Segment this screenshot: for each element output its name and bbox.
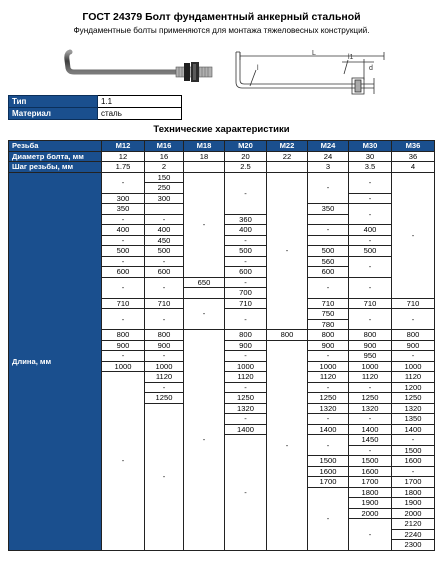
length-cell: 1120	[349, 372, 392, 383]
length-cell: -	[392, 309, 435, 330]
length-cell: 1450	[349, 435, 392, 446]
length-cell: -	[267, 172, 308, 330]
length-cell: 1400	[392, 424, 435, 435]
length-cell: 710	[145, 298, 184, 309]
length-cell: 1120	[145, 372, 184, 383]
length-cell: -	[102, 214, 145, 225]
length-cell: 1000	[392, 361, 435, 372]
length-cell: 300	[145, 193, 184, 204]
length-cell: 800	[145, 330, 184, 341]
length-cell: -	[349, 193, 392, 204]
length-cell: 650	[184, 277, 225, 288]
length-cell: 710	[349, 298, 392, 309]
length-cell: 1500	[392, 445, 435, 456]
length-cell: 800	[349, 330, 392, 341]
length-cell: 900	[308, 340, 349, 351]
length-cell: 1250	[225, 393, 267, 404]
length-cell: 710	[225, 298, 267, 309]
length-cell: -	[308, 487, 349, 550]
diameter-cell: 16	[145, 151, 184, 162]
pitch-cell: 2	[145, 162, 184, 173]
length-cell	[308, 235, 349, 246]
pitch-cell: 1.75	[102, 162, 145, 173]
length-cell: 600	[225, 267, 267, 278]
length-cell: -	[308, 277, 349, 298]
column-header: M16	[145, 141, 184, 152]
length-cell: 1600	[392, 456, 435, 467]
length-cell	[308, 214, 349, 225]
length-cell: 1900	[392, 498, 435, 509]
length-cell: 900	[145, 340, 184, 351]
length-cell: 1000	[102, 361, 145, 372]
length-cell: 750	[308, 309, 349, 320]
length-cell: 1120	[225, 372, 267, 383]
table-row	[9, 141, 435, 152]
length-cell: 350	[102, 204, 145, 215]
length-cell: -	[145, 277, 184, 298]
length-cell: -	[267, 340, 308, 550]
length-cell: -	[225, 256, 267, 267]
column-header: M22	[267, 141, 308, 152]
pitch-cell: 2.5	[225, 162, 267, 173]
length-cell: 1000	[145, 361, 184, 372]
dim-l1: l1	[348, 54, 354, 61]
length-cell: 800	[267, 330, 308, 341]
length-cell: -	[145, 309, 184, 330]
length-cell: -	[225, 309, 267, 330]
column-header: M18	[184, 141, 225, 152]
property-label: Материал	[9, 108, 98, 120]
page-subtitle: Фундаментные болты применяются для монтажа тяжеловесных конструкций.	[73, 26, 370, 35]
column-header: M30	[349, 141, 392, 152]
length-cell: 1000	[349, 361, 392, 372]
length-cell: -	[392, 172, 435, 298]
bolt-drawing	[224, 48, 404, 96]
length-cell: -	[145, 351, 184, 362]
length-cell: -	[225, 235, 267, 246]
length-cell: -	[102, 256, 145, 267]
length-cell: 1250	[349, 393, 392, 404]
diameter-cell: 36	[392, 151, 435, 162]
length-cell: -	[102, 309, 145, 330]
length-cell	[184, 288, 225, 299]
length-cell: -	[308, 382, 349, 393]
table-row	[9, 162, 435, 173]
diameter-cell: 30	[349, 151, 392, 162]
length-cell: -	[225, 382, 267, 393]
length-cell: 500	[102, 246, 145, 257]
length-cell: 700	[225, 288, 267, 299]
length-cell: 500	[349, 246, 392, 257]
row-label-diameter: Диаметр болта, мм	[9, 151, 102, 162]
length-cell: 450	[145, 235, 184, 246]
length-cell: 1900	[349, 498, 392, 509]
length-cell: 560	[308, 256, 349, 267]
length-cell: 150	[145, 172, 184, 183]
length-cell: 800	[308, 330, 349, 341]
spec-table	[8, 140, 435, 551]
length-cell: -	[102, 235, 145, 246]
length-cell: 710	[308, 298, 349, 309]
length-cell: 780	[308, 319, 349, 330]
length-cell: 500	[145, 246, 184, 257]
length-cell: 900	[225, 340, 267, 351]
length-cell: 1320	[349, 403, 392, 414]
length-cell: -	[349, 277, 392, 298]
row-label-thread: Резьба	[9, 141, 102, 152]
length-cell	[145, 204, 184, 215]
length-cell: 600	[102, 267, 145, 278]
bolt-photo	[58, 48, 214, 88]
length-cell: 1800	[349, 487, 392, 498]
length-cell: 2120	[392, 519, 435, 530]
column-header: M12	[102, 141, 145, 152]
length-cell: 950	[349, 351, 392, 362]
length-cell: 1000	[225, 361, 267, 372]
length-cell: -	[308, 351, 349, 362]
length-cell: 600	[308, 267, 349, 278]
length-cell: 710	[392, 298, 435, 309]
length-cell: 1250	[392, 393, 435, 404]
length-cell: 1250	[145, 393, 184, 404]
length-cell: 1120	[308, 372, 349, 383]
length-cell: -	[349, 382, 392, 393]
length-cell: 1000	[308, 361, 349, 372]
length-cell: -	[225, 172, 267, 214]
length-cell: -	[392, 466, 435, 477]
length-cell: 2000	[349, 508, 392, 519]
length-cell: -	[392, 435, 435, 446]
length-cell: -	[349, 256, 392, 277]
row-label-length: Длина, мм	[9, 172, 102, 550]
length-cell: 360	[225, 214, 267, 225]
diameter-cell: 12	[102, 151, 145, 162]
length-cell: -	[349, 235, 392, 246]
length-cell: -	[102, 372, 145, 551]
length-cell: -	[308, 435, 349, 456]
length-cell: -	[225, 414, 267, 425]
length-cell: 1320	[225, 403, 267, 414]
column-header: M24	[308, 141, 349, 152]
length-cell: -	[184, 330, 225, 551]
length-cell: 1120	[392, 372, 435, 383]
length-cell: 600	[145, 267, 184, 278]
length-cell: 1600	[349, 466, 392, 477]
property-value: сталь	[98, 108, 182, 120]
property-row	[9, 96, 182, 108]
diameter-cell: 24	[308, 151, 349, 162]
length-cell: -	[349, 172, 392, 193]
length-cell: -	[349, 519, 392, 551]
length-cell: 250	[145, 183, 184, 194]
length-cell: 1500	[349, 456, 392, 467]
length-cell: -	[102, 351, 145, 362]
length-cell: -	[145, 256, 184, 267]
length-cell: -	[392, 351, 435, 362]
length-cell: -	[145, 214, 184, 225]
length-cell: 1350	[392, 414, 435, 425]
length-cell: 1600	[308, 466, 349, 477]
length-cell: -	[102, 277, 145, 298]
length-cell: 1800	[392, 487, 435, 498]
length-cell: -	[184, 298, 225, 330]
length-cell: 350	[308, 204, 349, 215]
length-cell: -	[225, 351, 267, 362]
pitch-cell: 3.5	[349, 162, 392, 173]
length-cell: 1250	[308, 393, 349, 404]
pitch-cell: 4	[392, 162, 435, 173]
length-cell: 900	[392, 340, 435, 351]
length-cell: -	[225, 277, 267, 288]
dim-L: L	[312, 50, 316, 57]
diameter-cell: 20	[225, 151, 267, 162]
length-cell: 300	[102, 193, 145, 204]
length-cell: 1320	[392, 403, 435, 414]
length-cell: -	[145, 403, 184, 550]
property-label: Тип	[9, 96, 98, 108]
length-cell: 900	[349, 340, 392, 351]
diameter-cell: 22	[267, 151, 308, 162]
length-cell: -	[102, 172, 145, 193]
length-cell: 1700	[308, 477, 349, 488]
length-cell: 500	[308, 246, 349, 257]
length-cell: 500	[225, 246, 267, 257]
length-cell: 1700	[392, 477, 435, 488]
diameter-cell: 18	[184, 151, 225, 162]
length-cell: -	[145, 382, 184, 393]
length-cell: 900	[102, 340, 145, 351]
length-cell: -	[308, 225, 349, 236]
row-label-pitch: Шаг резьбы, мм	[9, 162, 102, 173]
length-cell: 800	[225, 330, 267, 341]
length-cell: 2000	[392, 508, 435, 519]
pitch-cell	[184, 162, 225, 173]
dim-d: d	[369, 65, 373, 72]
property-row	[9, 108, 182, 120]
length-cell: 710	[102, 298, 145, 309]
length-cell: -	[184, 172, 225, 277]
spec-title: Технические характеристики	[153, 124, 290, 135]
length-cell: -	[225, 435, 267, 551]
page-title: ГОСТ 24379 Болт фундаментный анкерный стальной	[82, 11, 361, 23]
length-cell: 400	[102, 225, 145, 236]
length-cell: 400	[145, 225, 184, 236]
length-cell: 1200	[392, 382, 435, 393]
length-cell: 800	[392, 330, 435, 341]
length-cell: 2240	[392, 529, 435, 540]
table-row	[9, 151, 435, 162]
length-cell: -	[349, 414, 392, 425]
pitch-cell	[267, 162, 308, 173]
length-cell: 1400	[349, 424, 392, 435]
length-cell: 1400	[225, 424, 267, 435]
length-cell: 800	[102, 330, 145, 341]
length-cell: 2300	[392, 540, 435, 551]
dim-l: l	[257, 65, 259, 72]
column-header: M36	[392, 141, 435, 152]
length-cell: -	[349, 445, 392, 456]
length-cell: 1700	[349, 477, 392, 488]
length-cell: -	[349, 309, 392, 330]
property-value: 1.1	[98, 96, 182, 108]
length-cell: 400	[349, 225, 392, 236]
length-cell: 1500	[308, 456, 349, 467]
length-cell: 400	[225, 225, 267, 236]
table-row	[9, 172, 435, 183]
length-cell: 1400	[308, 424, 349, 435]
properties-table	[8, 95, 182, 120]
length-cell: 1320	[308, 403, 349, 414]
length-cell: -	[308, 172, 349, 204]
column-header: M20	[225, 141, 267, 152]
length-cell: -	[349, 204, 392, 225]
length-cell: -	[308, 414, 349, 425]
pitch-cell: 3	[308, 162, 349, 173]
